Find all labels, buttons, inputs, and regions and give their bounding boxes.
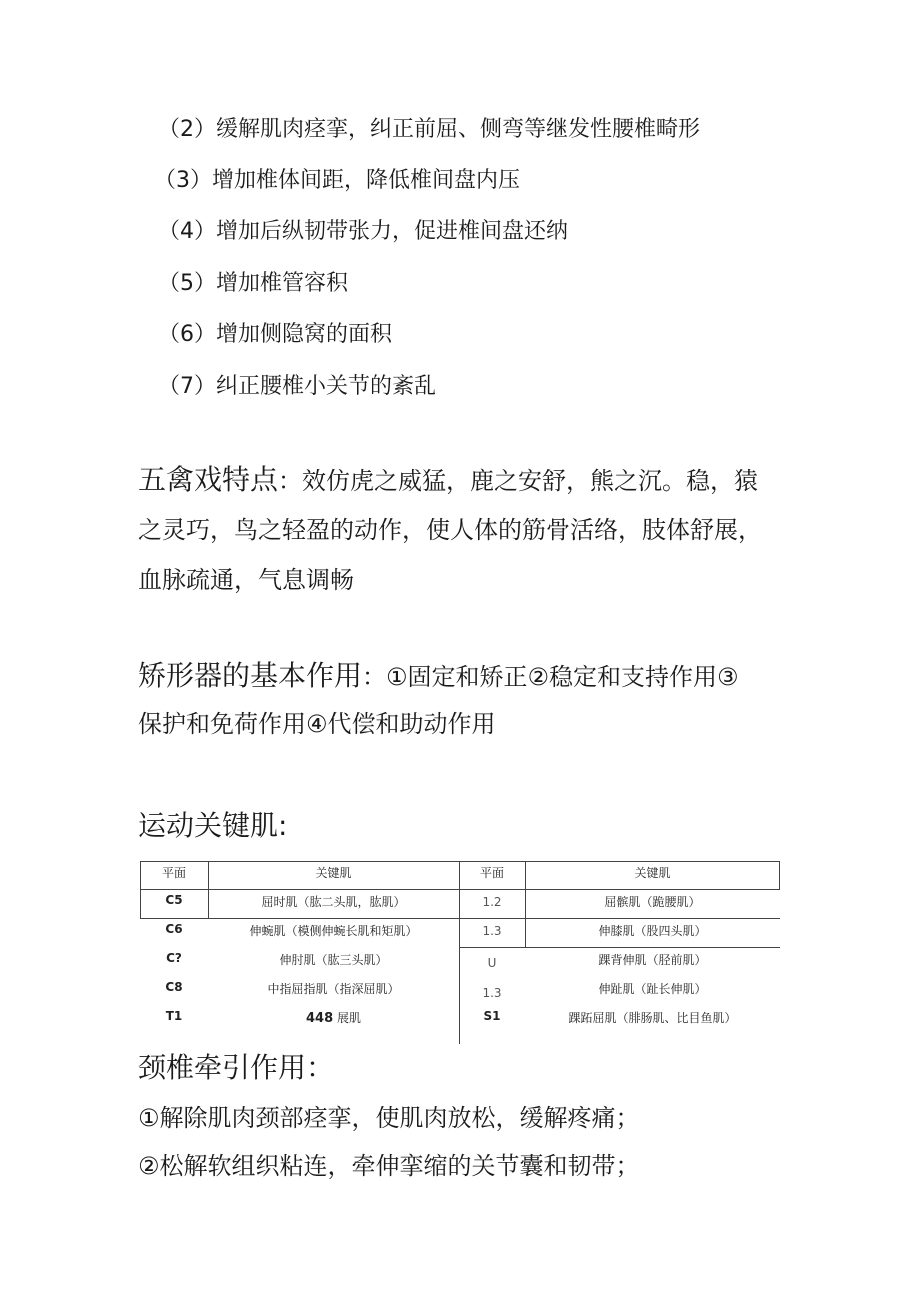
table-cell: U: [487, 956, 497, 970]
table-cell-number: 448: [306, 1011, 334, 1026]
table-cell: [208, 1009, 459, 1026]
list-item: （5）增加椎管容积: [158, 271, 348, 296]
cervical-line1: ①解除肌肉颈部痉挛，使肌肉放松，缓解疼痛；: [138, 1104, 640, 1132]
cervical-line2: ②松解软组织粘连，牵伸挛缩的关节囊和韧带；: [138, 1152, 640, 1180]
table-cell: C8: [165, 980, 183, 994]
table-header: 平面: [161, 866, 186, 880]
table-header: 关键肌: [315, 866, 352, 880]
wuqinxi-line2: 之灵巧，鸟之轻盈的动作，使人体的筋骨活络，肢体舒展，: [138, 516, 762, 544]
table-cell: 伸膝肌（股四头肌）: [598, 924, 707, 938]
orthosis-paragraph: [138, 658, 739, 695]
list-item: （2）缓解肌肉痉挛，纠正前屈、侧弯等继发性腰椎畸形: [158, 117, 700, 142]
wuqinxi-title: 五禽戏特点: [138, 463, 279, 496]
table-cell-suffix: 展肌: [333, 1011, 361, 1025]
table-cell: 伸蜿肌（模侧伸蜿长肌和矩肌）: [249, 924, 418, 938]
table-header: 关键肌: [634, 866, 671, 880]
table-cell: C5: [165, 893, 183, 907]
key-muscles-colon: :: [278, 809, 288, 842]
table-cell: 1.3: [482, 986, 502, 1000]
table-cell: 1.3: [482, 924, 502, 938]
table-cell: 中指屈指肌（指深屈肌）: [267, 982, 400, 996]
table-cell: 1.2: [482, 895, 502, 909]
list-item: （7）纠正腰椎小关节的紊乱: [158, 374, 436, 399]
table-cell: 屈时肌（肱二头肌，肱肌）: [261, 895, 406, 909]
list-item: （3）增加椎体间距，降低椎间盘内压: [154, 168, 520, 193]
list-item: （4）增加后纵韧带张力，促进椎间盘还纳: [158, 219, 568, 244]
table-cell: S1: [483, 1009, 501, 1023]
orthosis-line2: 保护和免荷作用④代偿和助动作用: [138, 710, 496, 738]
key-muscles-title: [138, 808, 287, 844]
orthosis-title: 矫形器的基本作用: [138, 659, 363, 692]
wuqinxi-line1: ：效仿虎之威猛，鹿之安舒，熊之沉。稳，猿: [278, 467, 759, 495]
table-cell: 屈髌肌（跪腰肌）: [604, 895, 701, 909]
key-muscles-table: [140, 858, 780, 1042]
key-muscles-title-text: 运动关键肌: [138, 809, 279, 842]
orthosis-line1: ：①固定和矫正②稳定和支持作用③: [362, 663, 739, 691]
table-cell: C?: [166, 951, 182, 965]
table-cell: 伸趾肌（趾长伸肌）: [598, 982, 707, 996]
table-cell: C6: [165, 922, 183, 936]
cervical-title: 颈椎牵引作用：: [138, 1051, 335, 1084]
table-cell: T1: [165, 1009, 183, 1023]
table-cell: 踝跖屈肌（腓肠肌、比目鱼肌）: [568, 1011, 737, 1025]
wuqinxi-line3: 血脉疏通，气息调畅: [138, 566, 354, 594]
table-cell: 伸肘肌（肱三头肌）: [279, 953, 388, 967]
table-cell: 踝背伸肌（胫前肌）: [598, 953, 707, 967]
table-header: 平面: [479, 866, 504, 880]
wuqinxi-paragraph: [138, 462, 758, 499]
list-item: （6）增加侧隐窝的面积: [158, 322, 392, 347]
